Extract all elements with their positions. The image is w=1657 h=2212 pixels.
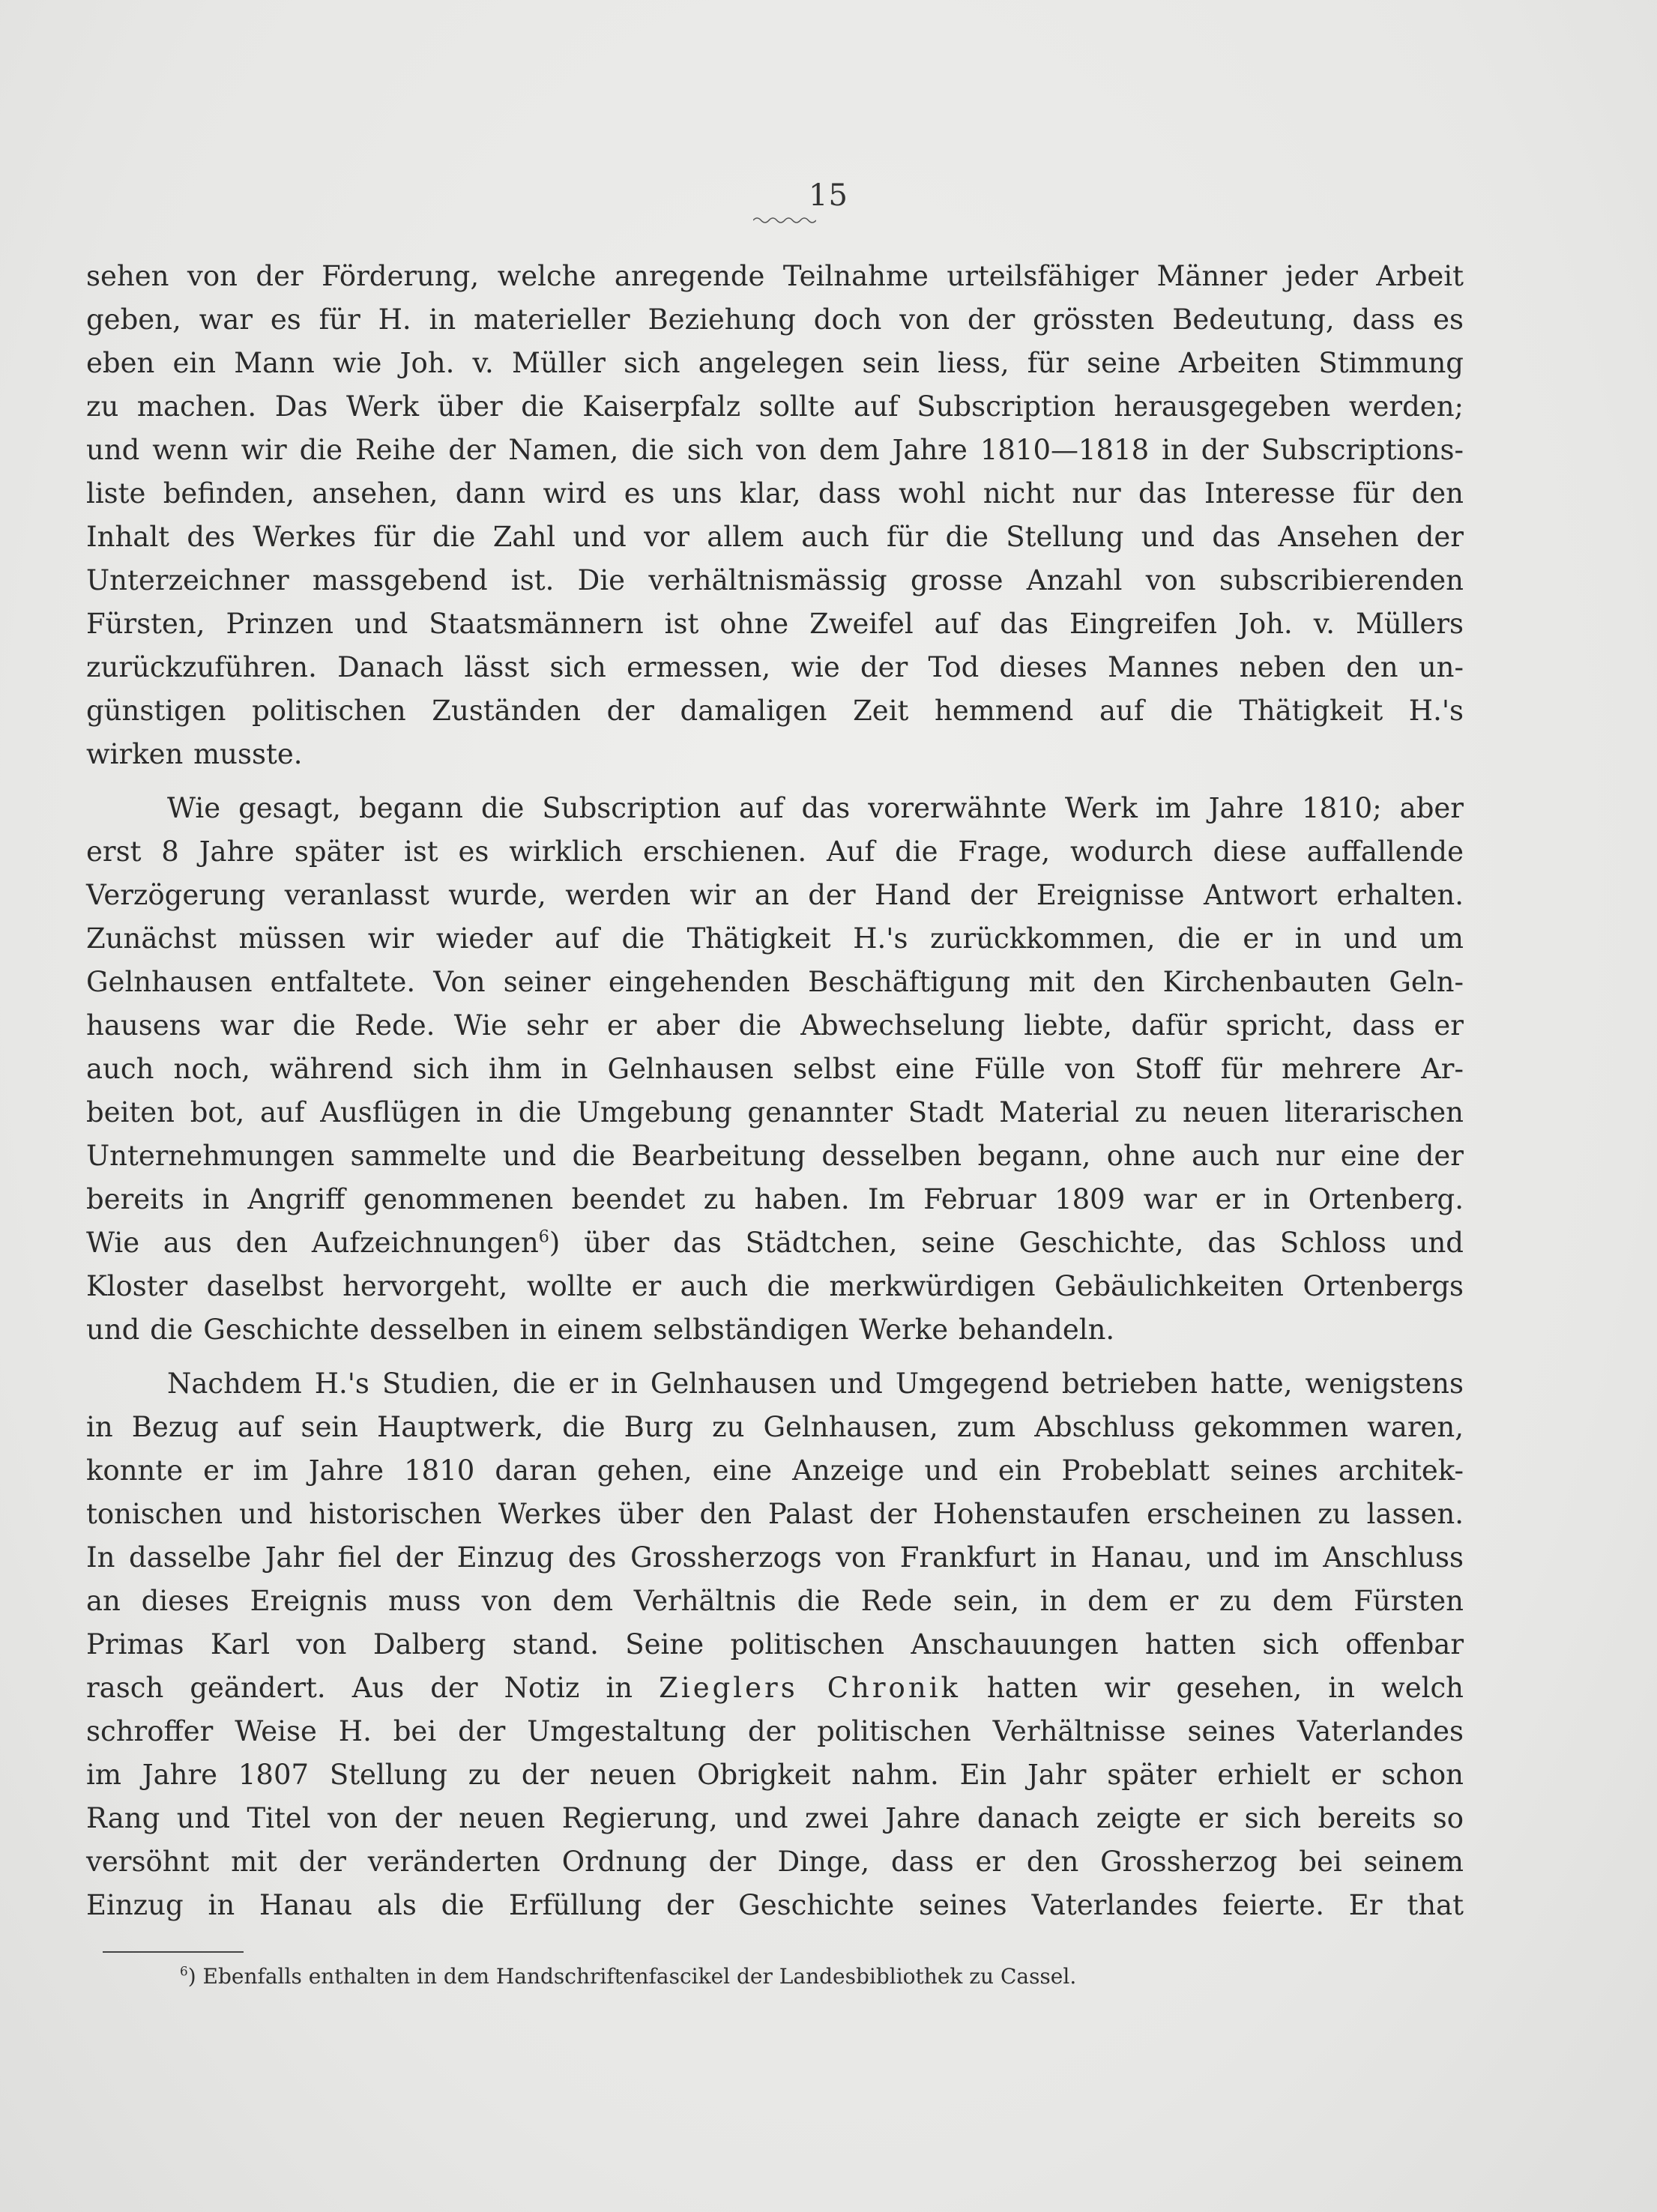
text-line: Wie gesagt, begann die Subscription auf das vorerwähnte Werk im Jahre 1810; aber [167,792,1464,824]
text-line-with-spaced-text [86,1666,1464,1710]
text-line: an dieses Ereignis muss von dem Verhältnis die Rede sein, in dem er zu dem Fürsten [86,1585,1464,1617]
text-line: erst 8 Jahre später ist es wirklich erschienen. Auf die Frage, wodurch diese auffallende [86,835,1464,868]
text-line: Rang und Titel von der neuen Regierung, und zwei Jahre danach zeigte er sich bereits so [86,1802,1464,1834]
text-line: Verzögerung veranlasst wurde, werden wir an der Hand der Ereignisse Antwort erhalten. [86,879,1464,911]
text-line: günstigen politischen Zuständen der damaligen Zeit hemmend auf die Thätigkeit H.'s [86,695,1464,727]
text-line: und wenn wir die Reihe der Namen, die sich von dem Jahre 1810—1818 in der Subscriptions- [86,434,1464,466]
footnote-marker: 6 [180,1963,188,1979]
text-segment: ) über das Städtchen, seine Geschichte, das Schloss und [549,1227,1464,1259]
text-line: Kloster daselbst hervorgeht, wollte er auch die merkwürdigen Gebäulichkeiten Ortenbergs [86,1270,1464,1302]
text-line: sehen von der Förderung, welche anregende Teilnahme urteilsfähiger Männer jeder Arbeit [86,260,1464,292]
page-number: 15 [809,178,848,213]
text-line: geben, war es für H. in materieller Beziehung doch von der grössten Bedeutung, dass es [86,303,1464,336]
footnote-text: ) Ebenfalls enthalten in dem Handschriftenfascikel der Landesbibliothek zu Cassel. [187,1964,1077,1989]
text-line: beiten bot, auf Ausflügen in die Umgebung genannter Stadt Material zu neuen literarischen [86,1096,1464,1128]
text-line: und die Geschichte desselben in einem selbständigen Werke behandeln. [86,1314,1115,1346]
text-segment: hatten wir gesehen, in welch [960,1672,1464,1704]
text-line: Gelnhausen entfaltete. Von seiner eingehenden Beschäftigung mit den Kirchenbauten Geln- [86,966,1464,998]
text-line: bereits in Angriff genommenen beendet zu haben. Im Februar 1809 war er in Ortenberg. [86,1183,1464,1215]
text-line: In dasselbe Jahr fiel der Einzug des Grossherzogs von Frankfurt in Hanau, und im Anschluss [86,1541,1464,1574]
text-line: im Jahre 1807 Stellung zu der neuen Obrigkeit nahm. Ein Jahr später erhielt er schon [86,1759,1464,1791]
text-line: Nachdem H.'s Studien, die er in Gelnhausen und Umgegend betrieben hatte, wenigstens [167,1368,1464,1400]
spaced-emphasis: Zieglers Chronik [659,1672,961,1704]
footnote [180,1962,1076,1992]
text-line: liste befinden, ansehen, dann wird es uns klar, dass wohl nicht nur das Interesse für den [86,477,1464,510]
text-line: zu machen. Das Werk über die Kaiserpfalz sollte auf Subscription herausgegeben werden; [86,390,1464,423]
text-segment: Wie aus den Aufzeichnungen [86,1227,539,1259]
footnote-divider [103,1951,244,1953]
text-line: zurückzuführen. Danach lässt sich ermessen, wie der Tod dieses Mannes neben den un- [86,651,1464,683]
text-line: konnte er im Jahre 1810 daran gehen, eine Anzeige und ein Probeblatt seines architek- [86,1454,1464,1487]
body-text [86,255,1464,1927]
footnote-reference: 6 [538,1227,549,1247]
paragraph-gap [86,776,1464,787]
text-line: in Bezug auf sein Hauptwerk, die Burg zu Gelnhausen, zum Abschluss gekommen waren, [86,1411,1464,1443]
text-line: Fürsten, Prinzen und Staatsmännern ist ohne Zweifel auf das Eingreifen Joh. v. Müllers [86,608,1464,640]
text-line: Unternehmungen sammelte und die Bearbeitung desselben begann, ohne auch nur eine der [86,1140,1464,1172]
text-line: versöhnt mit der veränderten Ordnung der Dinge, dass er den Grossherzog bei seinem [86,1846,1464,1878]
paragraph-gap [86,1352,1464,1362]
page-number-ornament [753,216,816,225]
text-line: Zunächst müssen wir wieder auf die Thätigkeit H.'s zurückkommen, die er in und um [86,922,1464,955]
text-line: wirken musste. [86,738,303,770]
text-line: Einzug in Hanau als die Erfüllung der Geschichte seines Vaterlandes feierte. Er that [86,1889,1464,1921]
text-segment: rasch geändert. Aus der Notiz in [86,1672,660,1704]
text-line-with-footnote-ref [86,1221,1464,1265]
text-line: Unterzeichner massgebend ist. Die verhältnismässig grosse Anzahl von subscribierenden [86,564,1464,596]
text-line: schroffer Weise H. bei der Umgestaltung der politischen Verhältnisse seines Vaterlandes [86,1715,1464,1747]
text-line: Primas Karl von Dalberg stand. Seine politischen Anschauungen hatten sich offenbar [86,1628,1464,1660]
text-line: auch noch, während sich ihm in Gelnhausen selbst eine Fülle von Stoff für mehrere Ar- [86,1053,1464,1085]
text-line: eben ein Mann wie Joh. v. Müller sich angelegen sein liess, für seine Arbeiten Stimmung [86,347,1464,379]
text-line: Inhalt des Werkes für die Zahl und vor allem auch für die Stellung und das Ansehen der [86,521,1464,553]
text-line: hausens war die Rede. Wie sehr er aber die Abwechselung liebte, dafür spricht, dass er [86,1009,1464,1042]
text-line: tonischen und historischen Werkes über den Palast der Hohenstaufen erscheinen zu lassen. [86,1498,1464,1530]
